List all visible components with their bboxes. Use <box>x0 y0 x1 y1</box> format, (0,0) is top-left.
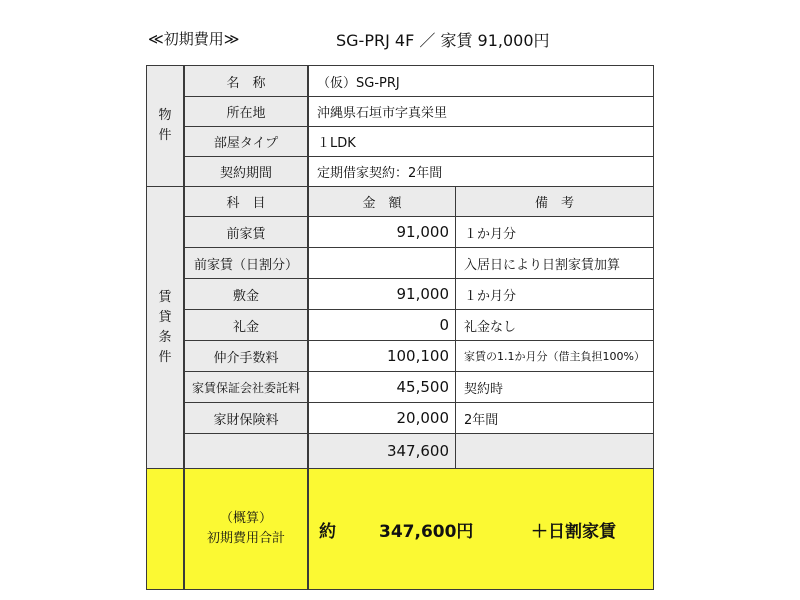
total-value <box>308 468 654 590</box>
total-prefix: 約 <box>319 521 336 542</box>
cost-amount: 20,000 <box>308 402 456 434</box>
cost-sheet <box>146 65 654 590</box>
header-note: 備 考 <box>455 186 654 217</box>
total-left-fill <box>146 468 184 590</box>
property-label-room-type: 部屋タイプ <box>184 126 308 157</box>
cost-amount <box>308 247 456 279</box>
section-conditions-char-3: 条 <box>158 329 172 345</box>
cost-amount: 91,000 <box>308 216 456 248</box>
section-conditions <box>146 186 184 469</box>
property-label-contract: 契約期間 <box>184 156 308 187</box>
property-value-room-type: １LDK <box>308 126 654 157</box>
cost-item: 前家賃（日割分） <box>184 247 308 279</box>
subtotal-label-blank <box>184 433 308 469</box>
total-label <box>184 468 308 590</box>
cost-amount: 91,000 <box>308 278 456 310</box>
property-value-name: （仮）SG-PRJ <box>308 65 654 97</box>
cost-item: 家賃保証会社委託料 <box>184 371 308 403</box>
section-property <box>146 65 184 187</box>
section-conditions-char-4: 件 <box>158 349 172 365</box>
header-item: 科 目 <box>184 186 308 217</box>
cost-amount: 45,500 <box>308 371 456 403</box>
cost-amount: 0 <box>308 309 456 341</box>
cost-item: 仲介手数料 <box>184 340 308 372</box>
total-amount: 347,600円 <box>379 521 474 542</box>
cost-item: 前家賃 <box>184 216 308 248</box>
property-label-name: 名 称 <box>184 65 308 97</box>
section-property-char-2: 件 <box>158 128 172 143</box>
cost-amount: 100,100 <box>308 340 456 372</box>
cost-item: 家財保険料 <box>184 402 308 434</box>
property-value-address: 沖縄県石垣市字真栄里 <box>308 96 654 127</box>
cost-note: 入居日により日割家賃加算 <box>455 247 654 279</box>
cost-note: １か月分 <box>455 216 654 248</box>
total-suffix: ＋日割家賃 <box>531 521 616 542</box>
sheet-title: ≪初期費用≫ <box>148 30 240 48</box>
cost-note: 2年間 <box>455 402 654 434</box>
cost-note: 契約時 <box>455 371 654 403</box>
cost-item: 礼金 <box>184 309 308 341</box>
header-amount: 金 額 <box>308 186 456 217</box>
total-label-line2: 初期費用合計 <box>206 531 285 546</box>
subtotal-amount: 347,600 <box>308 433 456 469</box>
cost-note: １か月分 <box>455 278 654 310</box>
property-value-contract: 定期借家契約：2年間 <box>308 156 654 187</box>
section-property-char-1: 物 <box>158 108 172 123</box>
section-conditions-char-2: 貸 <box>158 309 172 325</box>
subtotal-note-blank <box>455 433 654 469</box>
property-summary: SG-PRJ 4F ／ 家賃 91,000円 <box>336 31 550 50</box>
total-label-line1: （概算） <box>219 511 272 526</box>
cost-item: 敷金 <box>184 278 308 310</box>
property-label-address: 所在地 <box>184 96 308 127</box>
section-conditions-char-1: 賃 <box>158 289 172 305</box>
cost-note: 家賃の1.1か月分（借主負担100%） <box>455 340 654 372</box>
cost-note: 礼金なし <box>455 309 654 341</box>
